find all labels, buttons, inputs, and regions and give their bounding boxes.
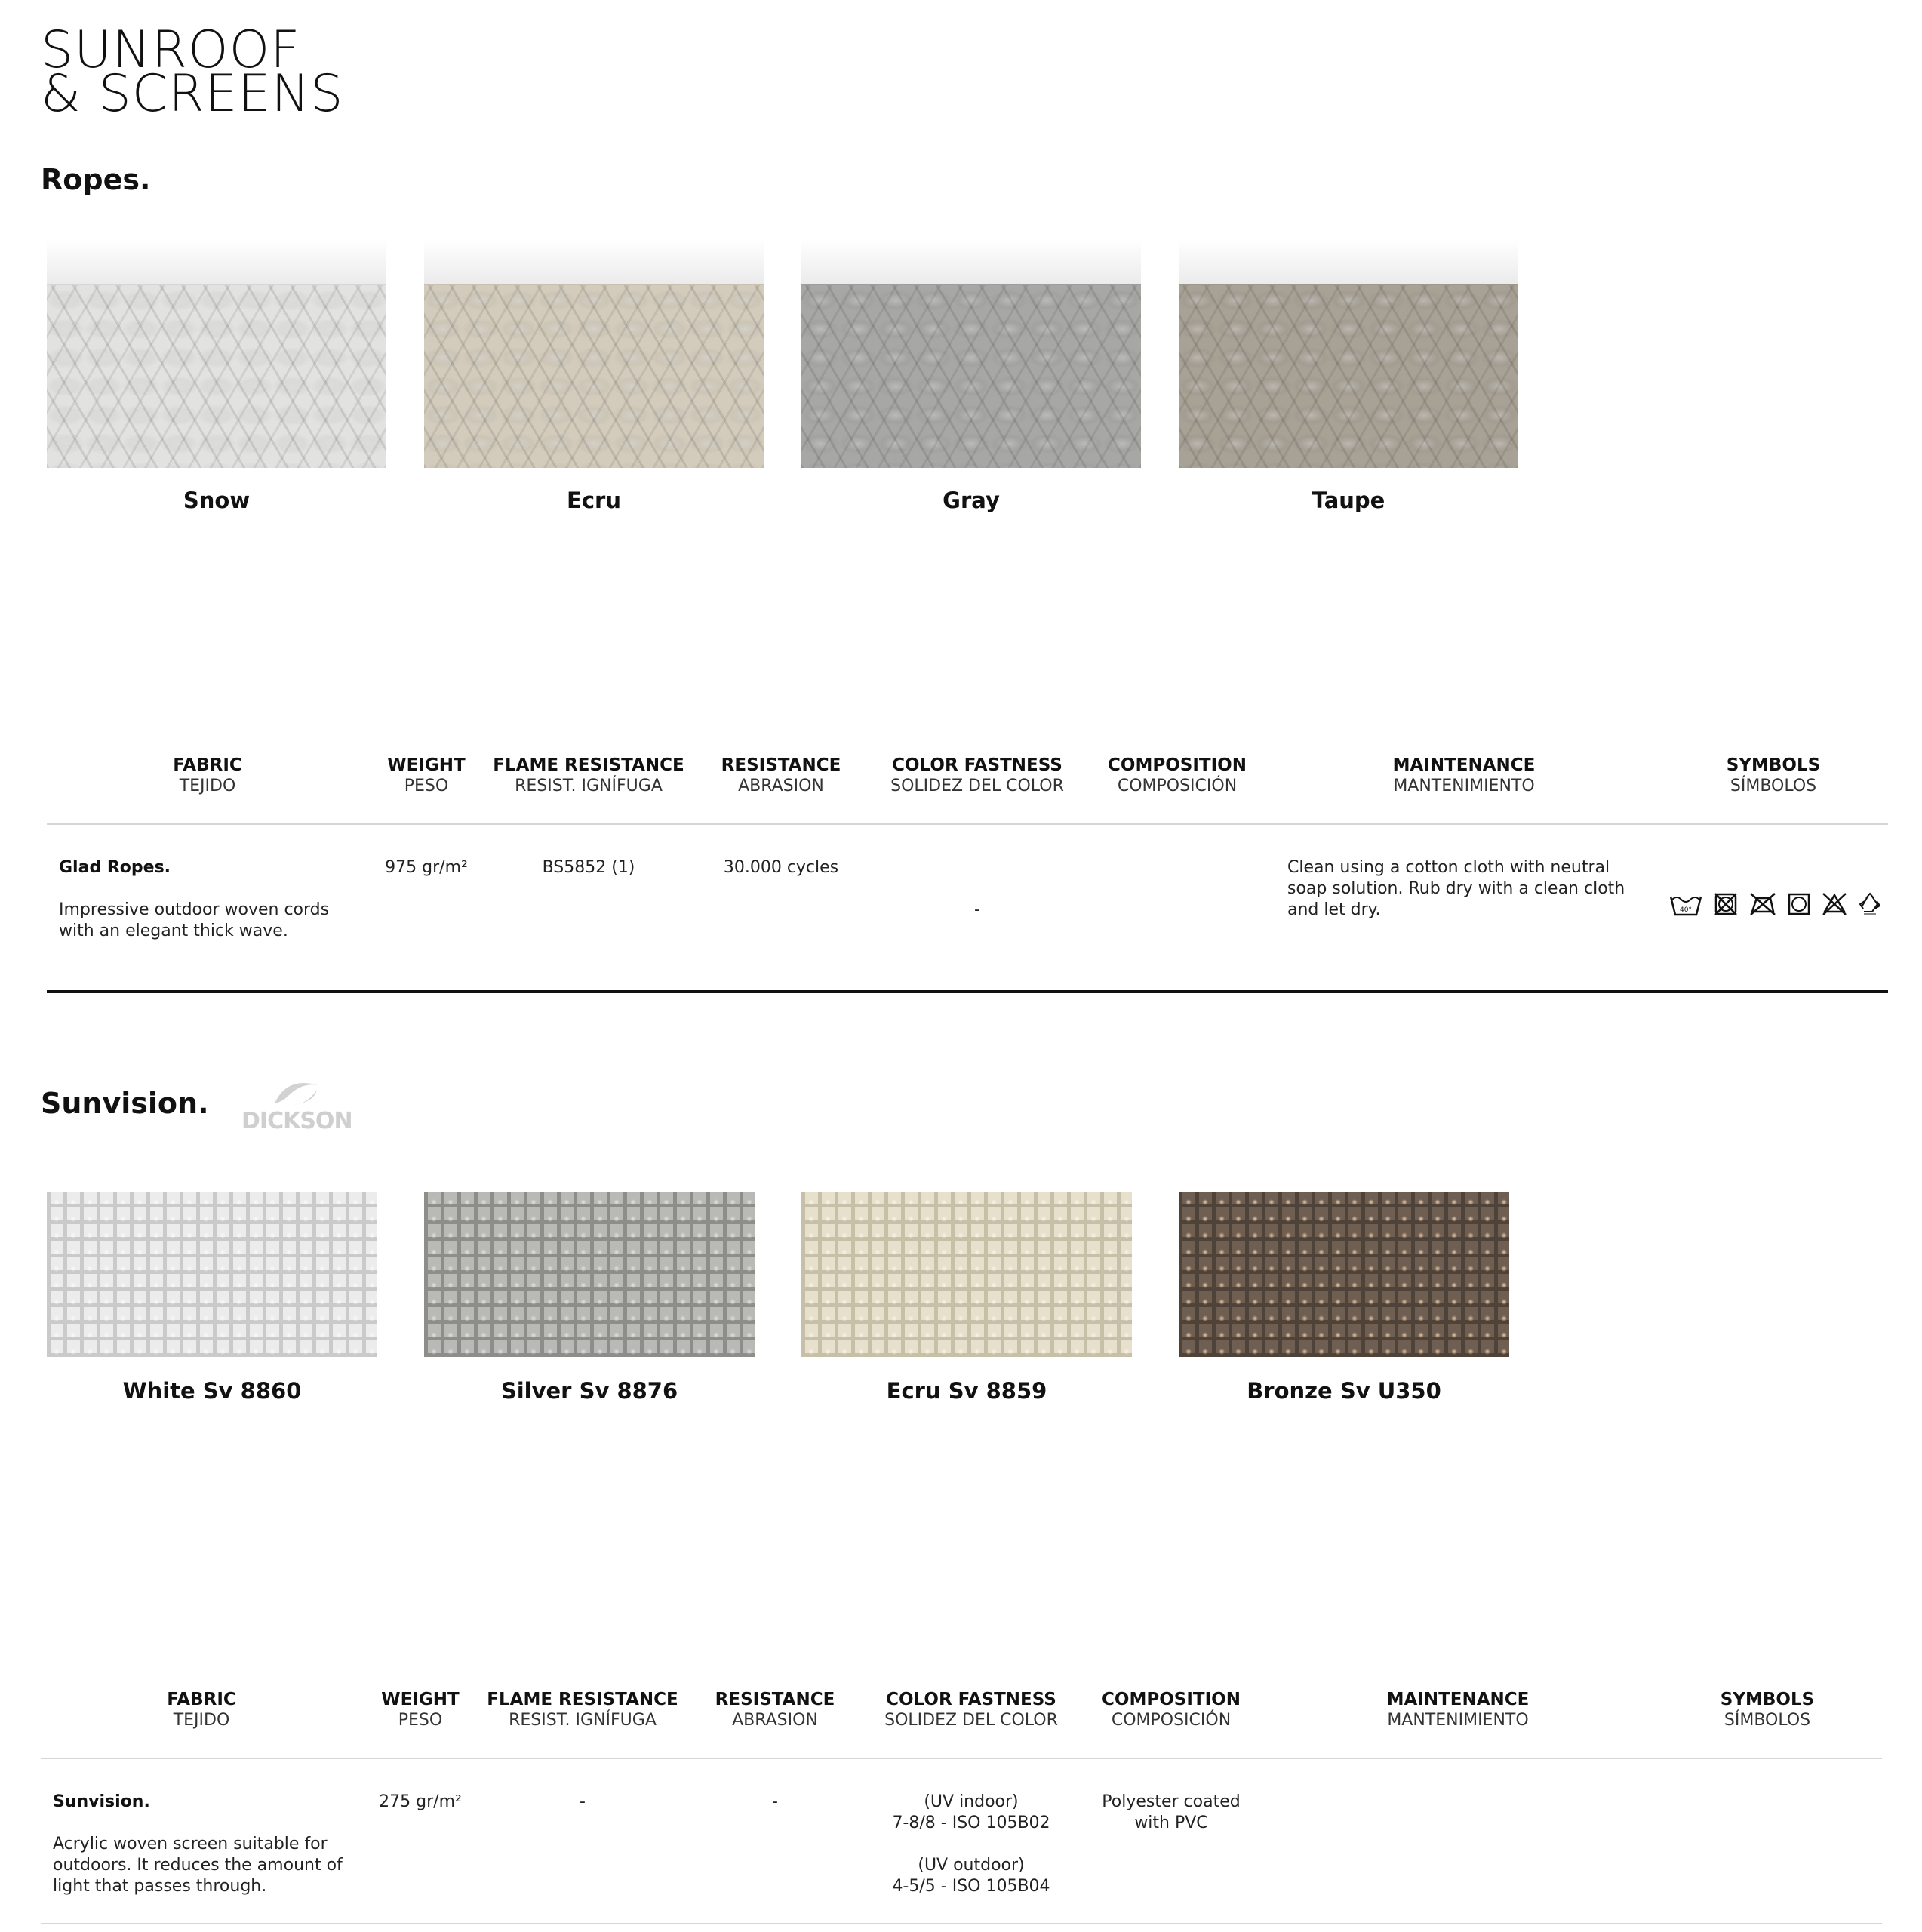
resistance-cell: 30.000 cycles — [723, 858, 839, 877]
wash-40-icon — [1669, 892, 1702, 916]
mesh-swatch-ecru — [801, 1192, 1132, 1357]
mesh-swatch-label: Bronze Sv U350 — [1247, 1378, 1441, 1404]
rope-swatch-label: Ecru — [567, 488, 621, 513]
rope-swatch-snow — [47, 284, 386, 468]
rope-swatch-gray — [801, 284, 1141, 468]
fabric-description: Impressive outdoor woven cords with an elegant thick wave. — [59, 900, 330, 940]
col-header-weight: WEIGHT PESO — [387, 755, 466, 795]
mesh-swatch-image — [1179, 1192, 1509, 1357]
rope-top-shadow — [1179, 238, 1518, 284]
fabric-cell — [53, 1770, 370, 1918]
col-header-maintenance: MAINTENANCE MANTENIMIENTO — [1386, 1690, 1530, 1730]
no-dry-clean-icon — [1822, 892, 1847, 916]
col-header-flame-resistance: FLAME RESISTANCE RESIST. IGNÍFUGA — [487, 1690, 678, 1730]
mesh-swatch-label: White Sv 8860 — [122, 1378, 302, 1404]
maintenance-cell: Clean using a cotton cloth with neutral soap solution. Rub dry with a clean cloth and let dry. — [1287, 858, 1625, 919]
page-title-line2: & SCREENS — [41, 64, 344, 124]
composition-cell: Polyester coated with PVC — [1102, 1792, 1241, 1832]
rope-swatch-image — [47, 284, 386, 468]
flame-resistance-cell: BS5852 (1) — [542, 858, 635, 877]
col-header-composition: COMPOSITION COMPOSICIÓN — [1102, 1690, 1241, 1730]
col-header-fabric: FABRIC TEJIDO — [173, 755, 242, 795]
rope-swatch-image — [801, 284, 1141, 468]
weight-cell: 975 gr/m² — [385, 858, 468, 877]
table-rule-bottom — [41, 1923, 1882, 1924]
col-header-color-fastness: COLOR FASTNESS SOLIDEZ DEL COLOR — [890, 755, 1064, 795]
recyclable-icon — [1858, 892, 1882, 916]
care-symbols — [1669, 892, 1882, 916]
rope-swatch-image — [424, 284, 764, 468]
mesh-swatch-white — [47, 1192, 377, 1357]
mesh-swatch-image — [801, 1192, 1132, 1357]
mesh-swatch-image — [47, 1192, 377, 1357]
page-title — [41, 20, 344, 124]
rope-swatch-label: Taupe — [1312, 488, 1385, 513]
resistance-cell: - — [772, 1792, 778, 1811]
ropes-section-title: Ropes. — [41, 163, 151, 196]
fabric-cell — [59, 836, 376, 963]
mesh-swatch-label: Silver Sv 8876 — [500, 1378, 678, 1404]
mesh-swatch-silver — [424, 1192, 755, 1357]
color-fastness-cell: (UV indoor) 7-8/8 - ISO 105B02 (UV outdoor) 4-5/5 - ISO 105B04 — [892, 1792, 1050, 1896]
col-header-composition: COMPOSITION COMPOSICIÓN — [1108, 755, 1247, 795]
dickson-wordmark: DICKSON — [241, 1108, 352, 1134]
col-header-color-fastness: COLOR FASTNESS SOLIDEZ DEL COLOR — [884, 1690, 1058, 1730]
flame-resistance-cell: - — [580, 1792, 586, 1811]
col-header-resistance: RESISTANCE ABRASION — [721, 755, 841, 795]
fabric-name: Sunvision. — [53, 1792, 150, 1811]
rope-swatch-ecru — [424, 284, 764, 468]
rope-top-shadow — [424, 238, 764, 284]
sunvision-section-title: Sunvision. — [41, 1087, 209, 1120]
rope-swatch-taupe — [1179, 284, 1518, 468]
page-title-line1: SUNROOF — [41, 20, 301, 80]
col-header-weight: WEIGHT PESO — [381, 1690, 460, 1730]
col-header-symbols: SYMBOLS SÍMBOLOS — [1720, 1690, 1815, 1730]
mesh-swatch-image — [424, 1192, 755, 1357]
dickson-logo — [241, 1081, 352, 1135]
weight-cell: 275 gr/m² — [379, 1792, 462, 1811]
rope-top-shadow — [801, 238, 1141, 284]
rope-swatch-label: Snow — [183, 488, 251, 513]
rope-top-shadow — [47, 238, 386, 284]
col-header-fabric: FABRIC TEJIDO — [167, 1690, 236, 1730]
fabric-description: Acrylic woven screen suitable for outdoors. It reduces the amount of light that passes through. — [53, 1835, 343, 1896]
no-bleach-icon — [1713, 892, 1739, 916]
col-header-maintenance: MAINTENANCE MANTENIMIENTO — [1392, 755, 1536, 795]
section-divider — [47, 990, 1888, 993]
tumble-dry-icon — [1787, 892, 1811, 916]
table-rule — [47, 823, 1888, 825]
no-iron-icon — [1749, 892, 1776, 916]
svg-text:40°: 40° — [1680, 906, 1692, 914]
dickson-swirl-icon — [272, 1081, 321, 1108]
col-header-resistance: RESISTANCE ABRASION — [715, 1690, 835, 1730]
table-rule — [41, 1758, 1882, 1759]
rope-swatch-label: Gray — [943, 488, 1000, 513]
col-header-symbols: SYMBOLS SÍMBOLOS — [1726, 755, 1821, 795]
rope-swatch-image — [1179, 284, 1518, 468]
color-fastness-cell: - — [974, 900, 980, 919]
col-header-flame-resistance: FLAME RESISTANCE RESIST. IGNÍFUGA — [493, 755, 684, 795]
mesh-swatch-bronze — [1179, 1192, 1509, 1357]
mesh-swatch-label: Ecru Sv 8859 — [886, 1378, 1047, 1404]
fabric-name: Glad Ropes. — [59, 858, 171, 877]
